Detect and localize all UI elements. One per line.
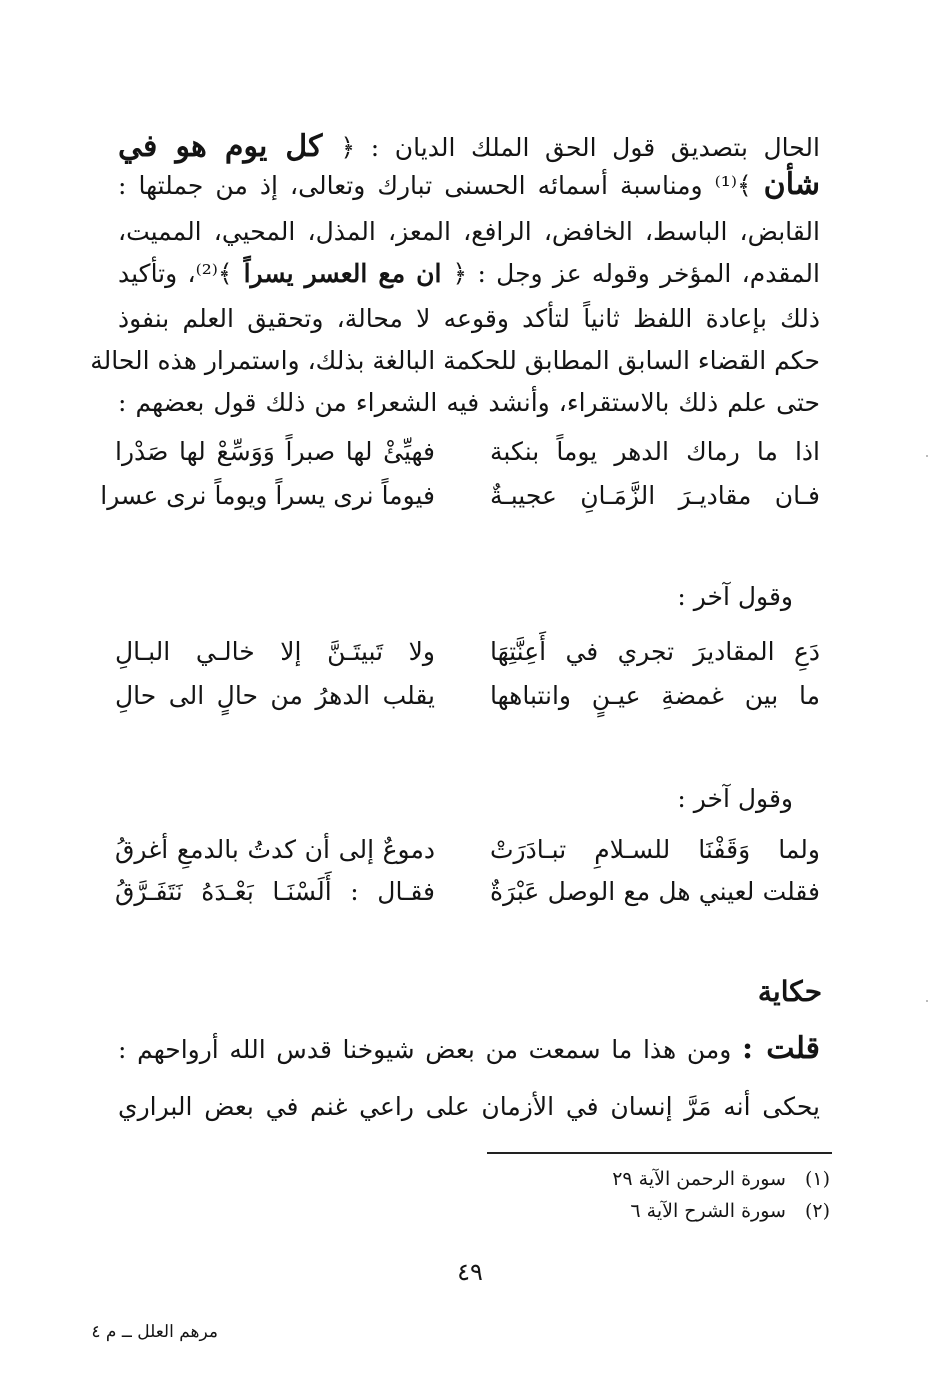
quran-quote: كل يوم هو في (118, 129, 341, 164)
footnote-1 (612, 1166, 830, 1192)
signature-footer: مرهم العلل ــ م ٤ (91, 1322, 218, 1342)
body-line-3 (118, 213, 820, 251)
poem1-verse-1 (115, 432, 820, 472)
hemistich-first: فقلت لعيني هل مع الوصل عَبْرَةٌ (490, 877, 820, 906)
body-line-6 (90, 342, 820, 380)
story-line-1 (118, 1030, 820, 1069)
line-text: يحكى أنه مَرَّ إنسان في الأزمان على راعي غنم في بعض البراري (118, 1092, 820, 1121)
footnote-2 (630, 1198, 830, 1224)
hemistich-first: ما بين غمضةِ عيـنٍ وانتباهها (490, 681, 820, 710)
line-text: الحال بتصديق قول الحق الملك الديان : ﴿ (340, 133, 820, 162)
line-text: المقدم، المؤخر وقوله عز وجل : ﴿ (452, 259, 820, 288)
poem3-verse-1 (115, 830, 820, 870)
line-text: القابض، الباسط، الخافض، الرافع، المعز، المذل، المحيي، المميت، (118, 217, 820, 246)
page-number: ٤٩ (457, 1258, 483, 1286)
hemistich-second: فيوماً نرى يسراً ويوماً نرى عسرا (100, 481, 435, 510)
body-line-7 (118, 384, 820, 422)
poem1-verse-2 (100, 476, 820, 516)
hemistich-second: ولا تَبيتَـنَّ إلا خالـي البـالِ (115, 637, 435, 666)
quran-quote: ان مع العسر يسراً (232, 259, 453, 288)
story-lead: قلت : (742, 1031, 820, 1066)
hemistich-first: دَعِ المقاديرَ تجري في أَعِنَّتِهَا (490, 637, 820, 666)
line-text: ﴾⁽²⁾، وتأكيد (118, 259, 233, 288)
hemistich-first: اذا ما رماك الدهر يوماً بنكبة (490, 437, 820, 466)
line-text: ﴾⁽¹⁾ ومناسبة أسمائه الحسنى تبارك وتعالى، إذ من جملتها : (118, 171, 764, 200)
body-line-5 (118, 300, 820, 338)
scan-speck (926, 1000, 928, 1002)
footnote-separator (487, 1152, 832, 1154)
footnote-text: سورة الشرح الآية ٦ (630, 1200, 786, 1222)
line-text: حتى علم ذلك بالاستقراء، وأنشد فيه الشعراء من ذلك قول بعضهم : (118, 388, 820, 417)
scan-speck (926, 455, 928, 457)
hemistich-second: فقـال : أَلَسْنَـا بَعْـدَهُ نَتَفَـرَّقُ (115, 877, 435, 906)
body-line-4 (118, 255, 820, 293)
body-line-1 (118, 128, 820, 167)
story-line-2 (118, 1088, 820, 1126)
section-heading: حكاية (757, 975, 822, 1008)
hemistich-second: دموعٌ إلى أن كدتُ بالدمعِ أغرقُ (115, 835, 435, 864)
poem3-verse-2 (115, 872, 820, 912)
footnote-text: سورة الرحمن الآية ٢٩ (612, 1168, 786, 1190)
line-text: حكم القضاء السابق المطابق للحكمة البالغة بذلك، واستمرار هذه الحالة (90, 346, 820, 375)
hemistich-first: فـان مقاديـرَ الزَّمَـانِ عجيبـةٌ (490, 481, 820, 510)
poem2-verse-1 (115, 632, 820, 672)
poem2-intro: وقول آخر : (677, 582, 793, 611)
line-text: ومن هذا ما سمعت من بعض شيوخنا قدس الله أرواحهم : (118, 1035, 743, 1064)
poem2-verse-2 (115, 676, 820, 716)
hemistich-second: يقلب الدهرُ من حالٍ الى حالِ (115, 681, 435, 710)
body-line-2 (118, 166, 820, 205)
footnote-number: (٢) (804, 1200, 830, 1222)
line-text: ذلك بإعادة اللفظ ثانياً لتأكد وقوعه لا محالة، وتحقيق العلم بنفوذ (118, 304, 820, 333)
hemistich-second: فهيِّئْ لها صبراً وَوَسِّعْ لها صَدْرا (115, 437, 435, 466)
quran-quote: شأن (763, 167, 820, 202)
footnote-number: (١) (804, 1168, 830, 1190)
poem3-intro: وقول آخر : (677, 784, 793, 813)
hemistich-first: ولما وَقَفْنَا للسـلامِ تبـادَرَتْ (490, 835, 820, 864)
